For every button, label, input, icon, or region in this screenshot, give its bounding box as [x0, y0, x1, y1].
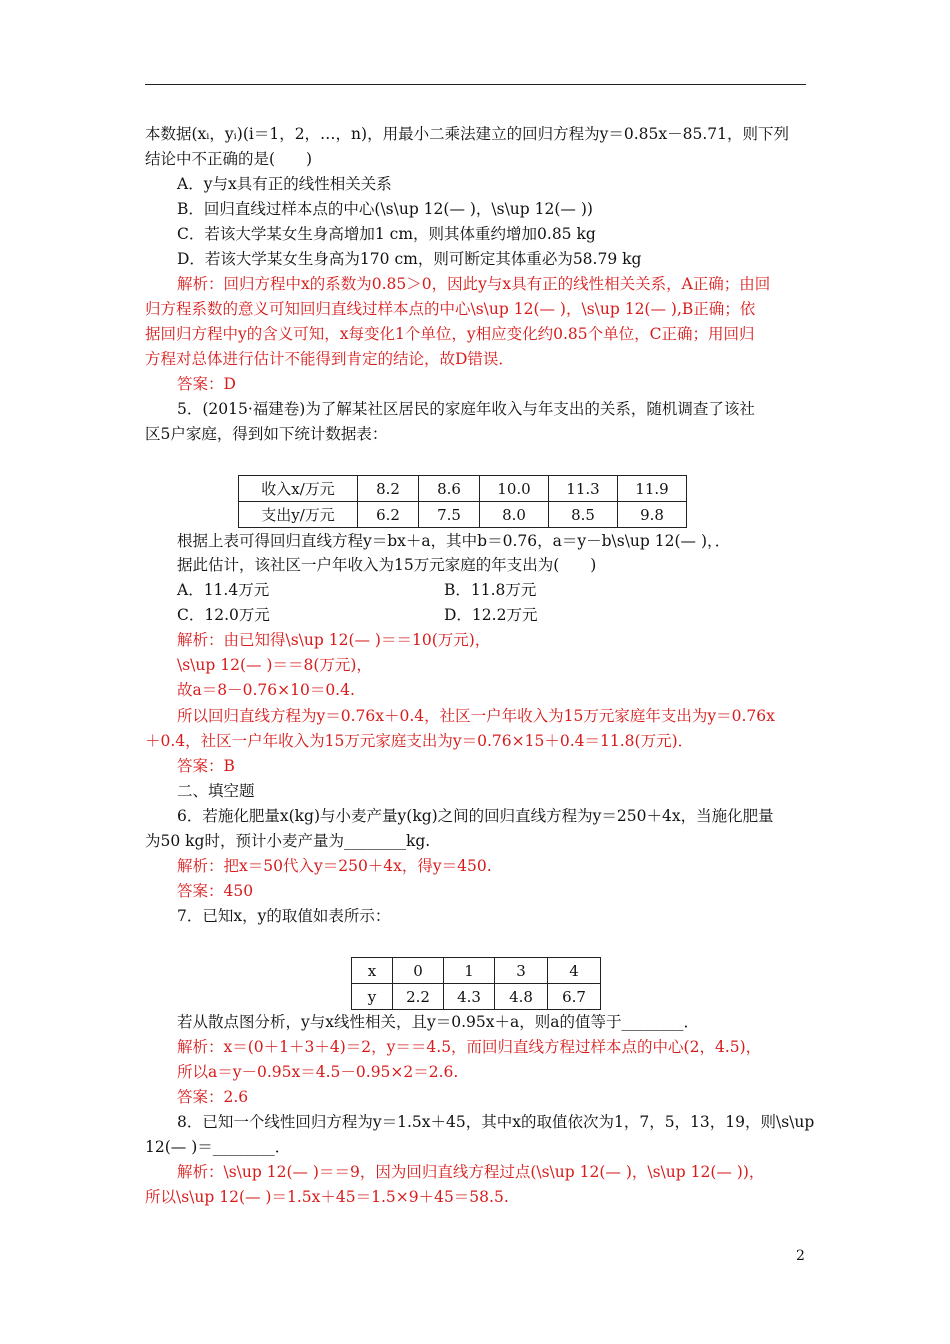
solution-text: 故a＝8－0.76×10＝0.4.	[177, 681, 355, 699]
table-cell: 4.8	[495, 984, 548, 1010]
table-cell: 8.6	[419, 476, 480, 502]
text-line: 若从散点图分析，y与x线性相关，且y＝0.95x＋a，则a的值等于________．	[177, 1013, 699, 1031]
table-cell: 11.3	[549, 476, 618, 502]
text-line: 据此估计，该社区一户年收入为15万元家庭的年支出为( )	[177, 556, 597, 574]
solution-text: 据回归方程中y的含义可知，x每变化1个单位，y相应变化约0.85个单位，C正确；用回归	[145, 325, 755, 343]
solution-text: 归方程系数的意义可知回归直线过样本点的中心\s\up 12(— )，\s\up 12(— ),B正确；依	[145, 300, 756, 318]
table-cell: 7.5	[419, 502, 480, 528]
answer-text: 答案：2.6	[177, 1088, 249, 1106]
option-d: D．12.2万元	[444, 606, 538, 624]
table-cell: 支出y/万元	[239, 502, 358, 528]
solution-text: 所以\s\up 12(— )＝1.5x＋45＝1.5×9＋45＝58.5.	[145, 1188, 509, 1206]
question-7: 7．已知x，y的取值如表所示：	[177, 907, 391, 925]
answer-text: 答案：450	[177, 882, 254, 900]
answer-text: 答案：B	[177, 757, 235, 775]
table-cell: 8.2	[358, 476, 419, 502]
option-d: D．若该大学某女生身高为170 cm，则可断定其体重必为58.79 kg	[177, 250, 642, 268]
table-cell: 8.5	[549, 502, 618, 528]
table-row	[352, 984, 601, 1010]
answer-text: 答案：D	[177, 375, 236, 393]
text-line: 区5户家庭，得到如下统计数据表：	[145, 425, 388, 443]
table-cell: 4	[548, 958, 601, 984]
section-heading: 二、填空题	[177, 782, 255, 800]
solution-text: 解析：把x＝50代入y＝250＋4x，得y＝450.	[177, 857, 492, 875]
solution-text: 所以a＝y－0.95x＝4.5－0.95×2＝2.6.	[177, 1063, 459, 1081]
solution-text: 所以回归直线方程为y＝0.76x＋0.4，社区一户年收入为15万元家庭年支出为y＝0.76x	[177, 707, 775, 725]
table-cell: 6.7	[548, 984, 601, 1010]
solution-text: ＋0.4，社区一户年收入为15万元家庭支出为y＝0.76×15＋0.4＝11.8(万元)．	[145, 732, 694, 750]
option-c: C．若该大学某女生身高增加1 cm，则其体重约增加0.85 kg	[177, 225, 596, 243]
question-6: 6．若施化肥量x(kg)与小麦产量y(kg)之间的回归直线方程为y＝250＋4x，当施化肥量	[177, 807, 774, 825]
option-a: A．y与x具有正的线性相关关系	[177, 175, 392, 193]
header-rule	[145, 84, 806, 85]
option-b: B．11.8万元	[444, 581, 537, 599]
text-line: 根据上表可得回归直线方程y＝bx＋a，其中b＝0.76，a＝y－b\s\up 12(— )，．	[177, 532, 731, 550]
table-cell: 2.2	[393, 984, 444, 1010]
table-cell: 收入x/万元	[239, 476, 358, 502]
table-cell: 0	[393, 958, 444, 984]
table-cell: 3	[495, 958, 548, 984]
table-cell: 11.9	[618, 476, 687, 502]
table-cell: 4.3	[444, 984, 495, 1010]
table-row	[239, 476, 687, 502]
solution-text: 解析：\s\up 12(— )＝＝9，因为回归直线方程过点(\s\up 12(— )，\s\up 12(— ))，	[177, 1163, 765, 1181]
table-cell: 1	[444, 958, 495, 984]
question-8: 8．已知一个线性回归方程为y＝1.5x＋45，其中x的取值依次为1，7，5，13，19，则\s\up	[177, 1113, 815, 1131]
table-cell: x	[352, 958, 393, 984]
solution-text: \s\up 12(— )＝＝8(万元)，	[177, 656, 372, 674]
text-line: 为50 kg时，预计小麦产量为________kg.	[145, 832, 431, 850]
table-cell: 8.0	[480, 502, 549, 528]
table-row	[239, 502, 687, 528]
option-c: C．12.0万元	[177, 606, 270, 624]
xy-values-table	[351, 957, 601, 1010]
table-row	[352, 958, 601, 984]
solution-text: 方程对总体进行估计不能得到肯定的结论，故D错误．	[145, 350, 514, 368]
solution-text: 解析：x＝(0＋1＋3＋4)＝2，y＝＝4.5，而回归直线方程过样本点的中心(2，4.5)，	[177, 1038, 762, 1056]
table-cell: y	[352, 984, 393, 1010]
solution-text: 解析：由已知得\s\up 12(— )＝＝10(万元)，	[177, 631, 491, 649]
question-5: 5．(2015·福建卷)为了解某社区居民的家庭年收入与年支出的关系，随机调查了该社	[177, 400, 755, 418]
option-b: B．回归直线过样本点的中心(\s\up 12(— )，\s\up 12(— ))	[177, 200, 593, 218]
table-cell: 10.0	[480, 476, 549, 502]
option-a: A．11.4万元	[177, 581, 270, 599]
page-number: 2	[796, 1248, 805, 1264]
table-cell: 9.8	[618, 502, 687, 528]
text-line: 12(— )＝________．	[145, 1138, 291, 1156]
text-line: 结论中不正确的是( )	[145, 150, 313, 168]
text-line: 本数据(xᵢ，yᵢ)(i＝1，2，…，n)，用最小二乘法建立的回归方程为y＝0.85x－85.71，则下列	[145, 125, 789, 143]
table-cell: 6.2	[358, 502, 419, 528]
solution-text: 解析：回归方程中x的系数为0.85＞0，因此y与x具有正的线性相关关系，A正确；由回	[177, 275, 771, 293]
income-expense-table	[238, 475, 687, 528]
